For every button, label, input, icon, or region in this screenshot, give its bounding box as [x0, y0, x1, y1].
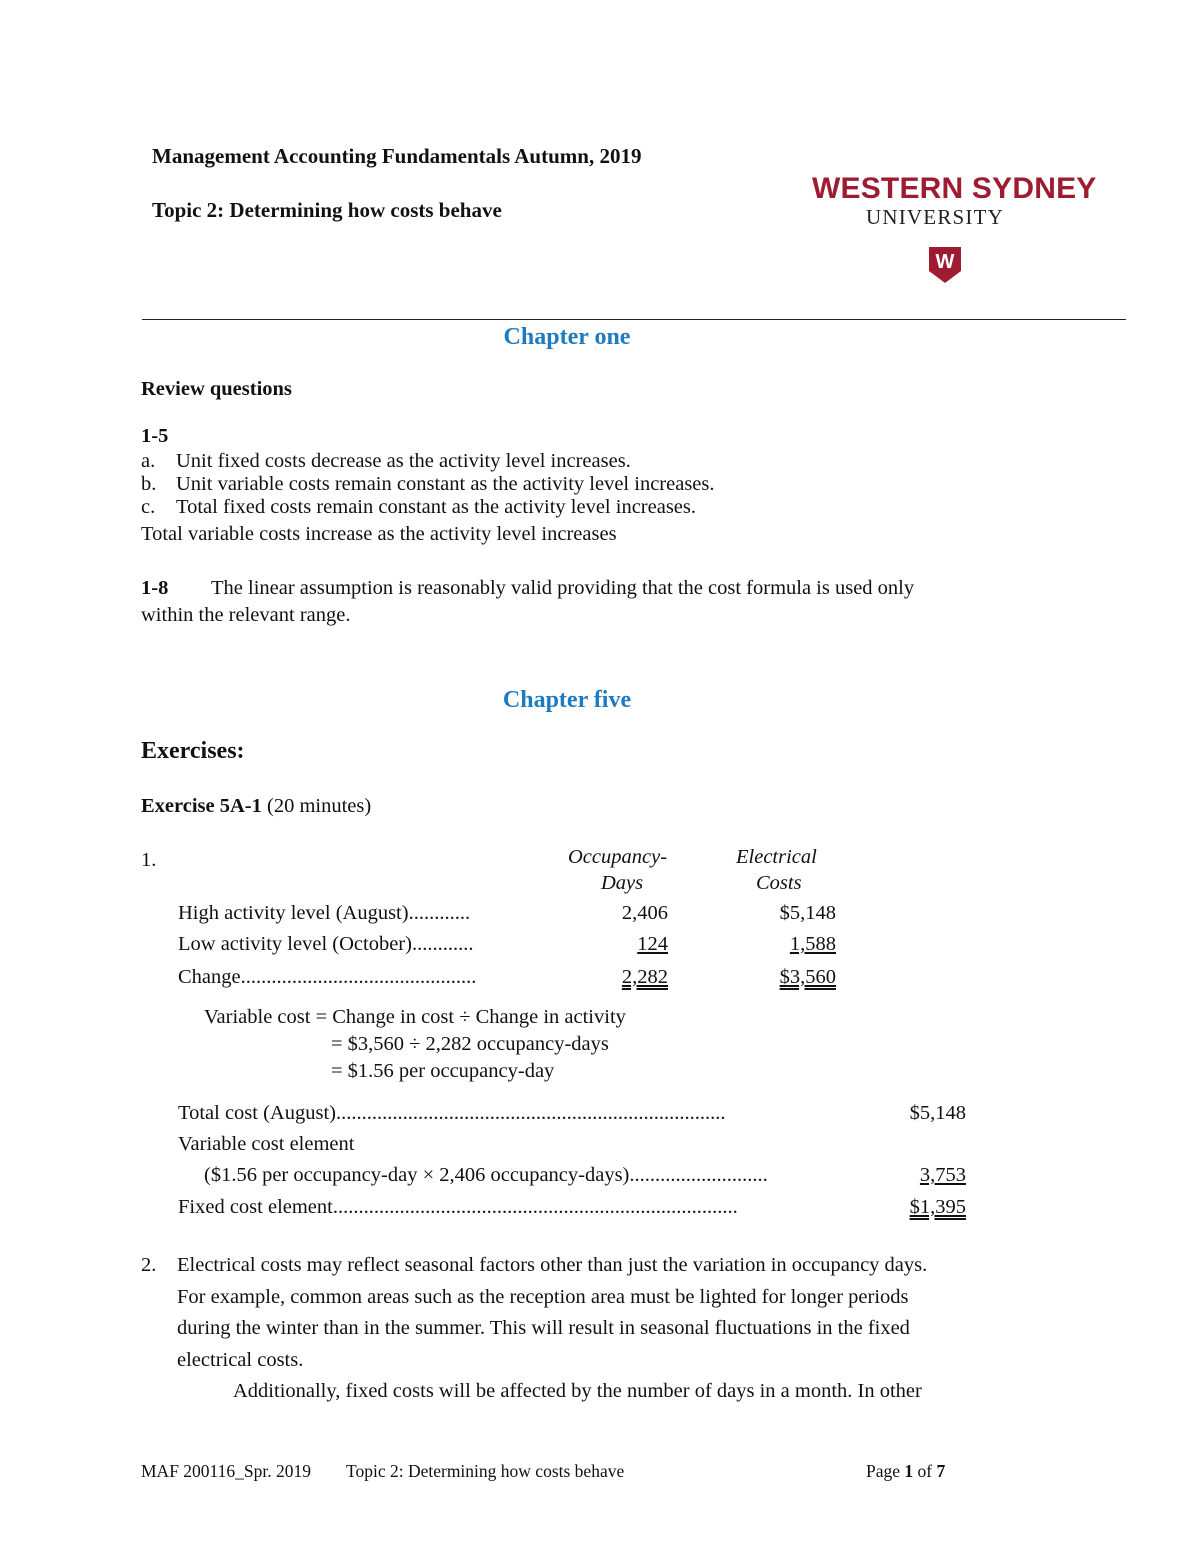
university-shield-icon [929, 247, 961, 283]
table-cell-costs: $3,560 [779, 966, 836, 988]
breakdown-value: $1,395 [909, 1196, 966, 1218]
chapter-five-title: Chapter five [502, 687, 632, 713]
table-row: Change.............................................. [178, 966, 477, 988]
part-2-line: For example, common areas such as the reception area must be lighted for longer periods [177, 1286, 909, 1308]
column-header-electrical: Electrical Costs [736, 846, 817, 894]
university-logo-line2: UNIVERSITY [866, 205, 1004, 229]
part-2-line: electrical costs. [177, 1349, 304, 1371]
part-2-line: during the winter than in the summer. This will result in seasonal fluctuations in the fixed [177, 1317, 910, 1339]
breakdown-row: Variable cost element [178, 1133, 355, 1155]
column-header-occupancy: Occupancy- Days [568, 846, 668, 894]
shield-letter: W [935, 251, 955, 273]
breakdown-row: Total cost (August)............................................................................ [178, 1102, 726, 1124]
part-2-line: Electrical costs may reflect seasonal factors other than just the variation in occupancy days. [177, 1254, 928, 1276]
review-questions-heading: Review questions [141, 378, 292, 400]
table-cell-days: 2,406 [621, 902, 668, 924]
breakdown-value: 3,753 [919, 1164, 966, 1186]
table-cell-days: 124 [637, 933, 668, 955]
question-1-8-line2: within the relevant range. [141, 604, 351, 626]
table-row: Low activity level (October)............ [178, 933, 474, 955]
list-item: b. Unit variable costs remain constant as the activity level increases. [141, 473, 715, 495]
exercises-heading: Exercises: [141, 738, 245, 764]
part-2-marker: 2. [141, 1254, 157, 1276]
footer-page-number: Page 1 of 7 [866, 1461, 946, 1481]
variable-cost-formula: Variable cost = Change in cost ÷ Change in activity [204, 1006, 626, 1028]
breakdown-row: ($1.56 per occupancy-day × 2,406 occupancy-days)........................... [204, 1164, 768, 1186]
question-1-5-extra: Total variable costs increase as the activity level increases [141, 523, 617, 545]
university-logo-line1: WESTERN SYDNEY [812, 172, 1097, 205]
table-cell-costs: 1,588 [789, 933, 836, 955]
question-1-8: 1-8 The linear assumption is reasonably valid providing that the cost formula is used only [141, 577, 915, 599]
breakdown-value: $5,148 [909, 1102, 966, 1124]
footer-course-code: MAF 200116_Spr. 2019 [141, 1461, 312, 1481]
topic-title: Topic 2: Determining how costs behave [152, 198, 502, 222]
part-2-continuation: Additionally, fixed costs will be affected by the number of days in a month. In other [233, 1380, 922, 1402]
chapter-one-title: Chapter one [503, 324, 631, 350]
header-divider [142, 319, 1126, 320]
list-item: a. Unit fixed costs decrease as the activity level increases. [141, 450, 631, 472]
exercise-title: Exercise 5A-1 (20 minutes) [141, 795, 372, 817]
table-cell-days: 2,282 [621, 966, 668, 988]
part-1-marker: 1. [141, 849, 157, 871]
breakdown-row: Fixed cost element............................................................................... [178, 1196, 738, 1218]
course-title: Management Accounting Fundamentals Autumn, 2019 [152, 144, 642, 168]
variable-cost-result: = $1.56 per occupancy-day [331, 1060, 555, 1082]
table-row: High activity level (August)............ [178, 902, 471, 924]
list-item: c. Total fixed costs remain constant as the activity level increases. [141, 496, 696, 518]
table-cell-costs: $5,148 [779, 902, 836, 924]
question-1-5-number: 1-5 [141, 425, 169, 447]
variable-cost-calc: = $3,560 ÷ 2,282 occupancy-days [331, 1033, 609, 1055]
footer-topic: Topic 2: Determining how costs behave [346, 1461, 625, 1481]
